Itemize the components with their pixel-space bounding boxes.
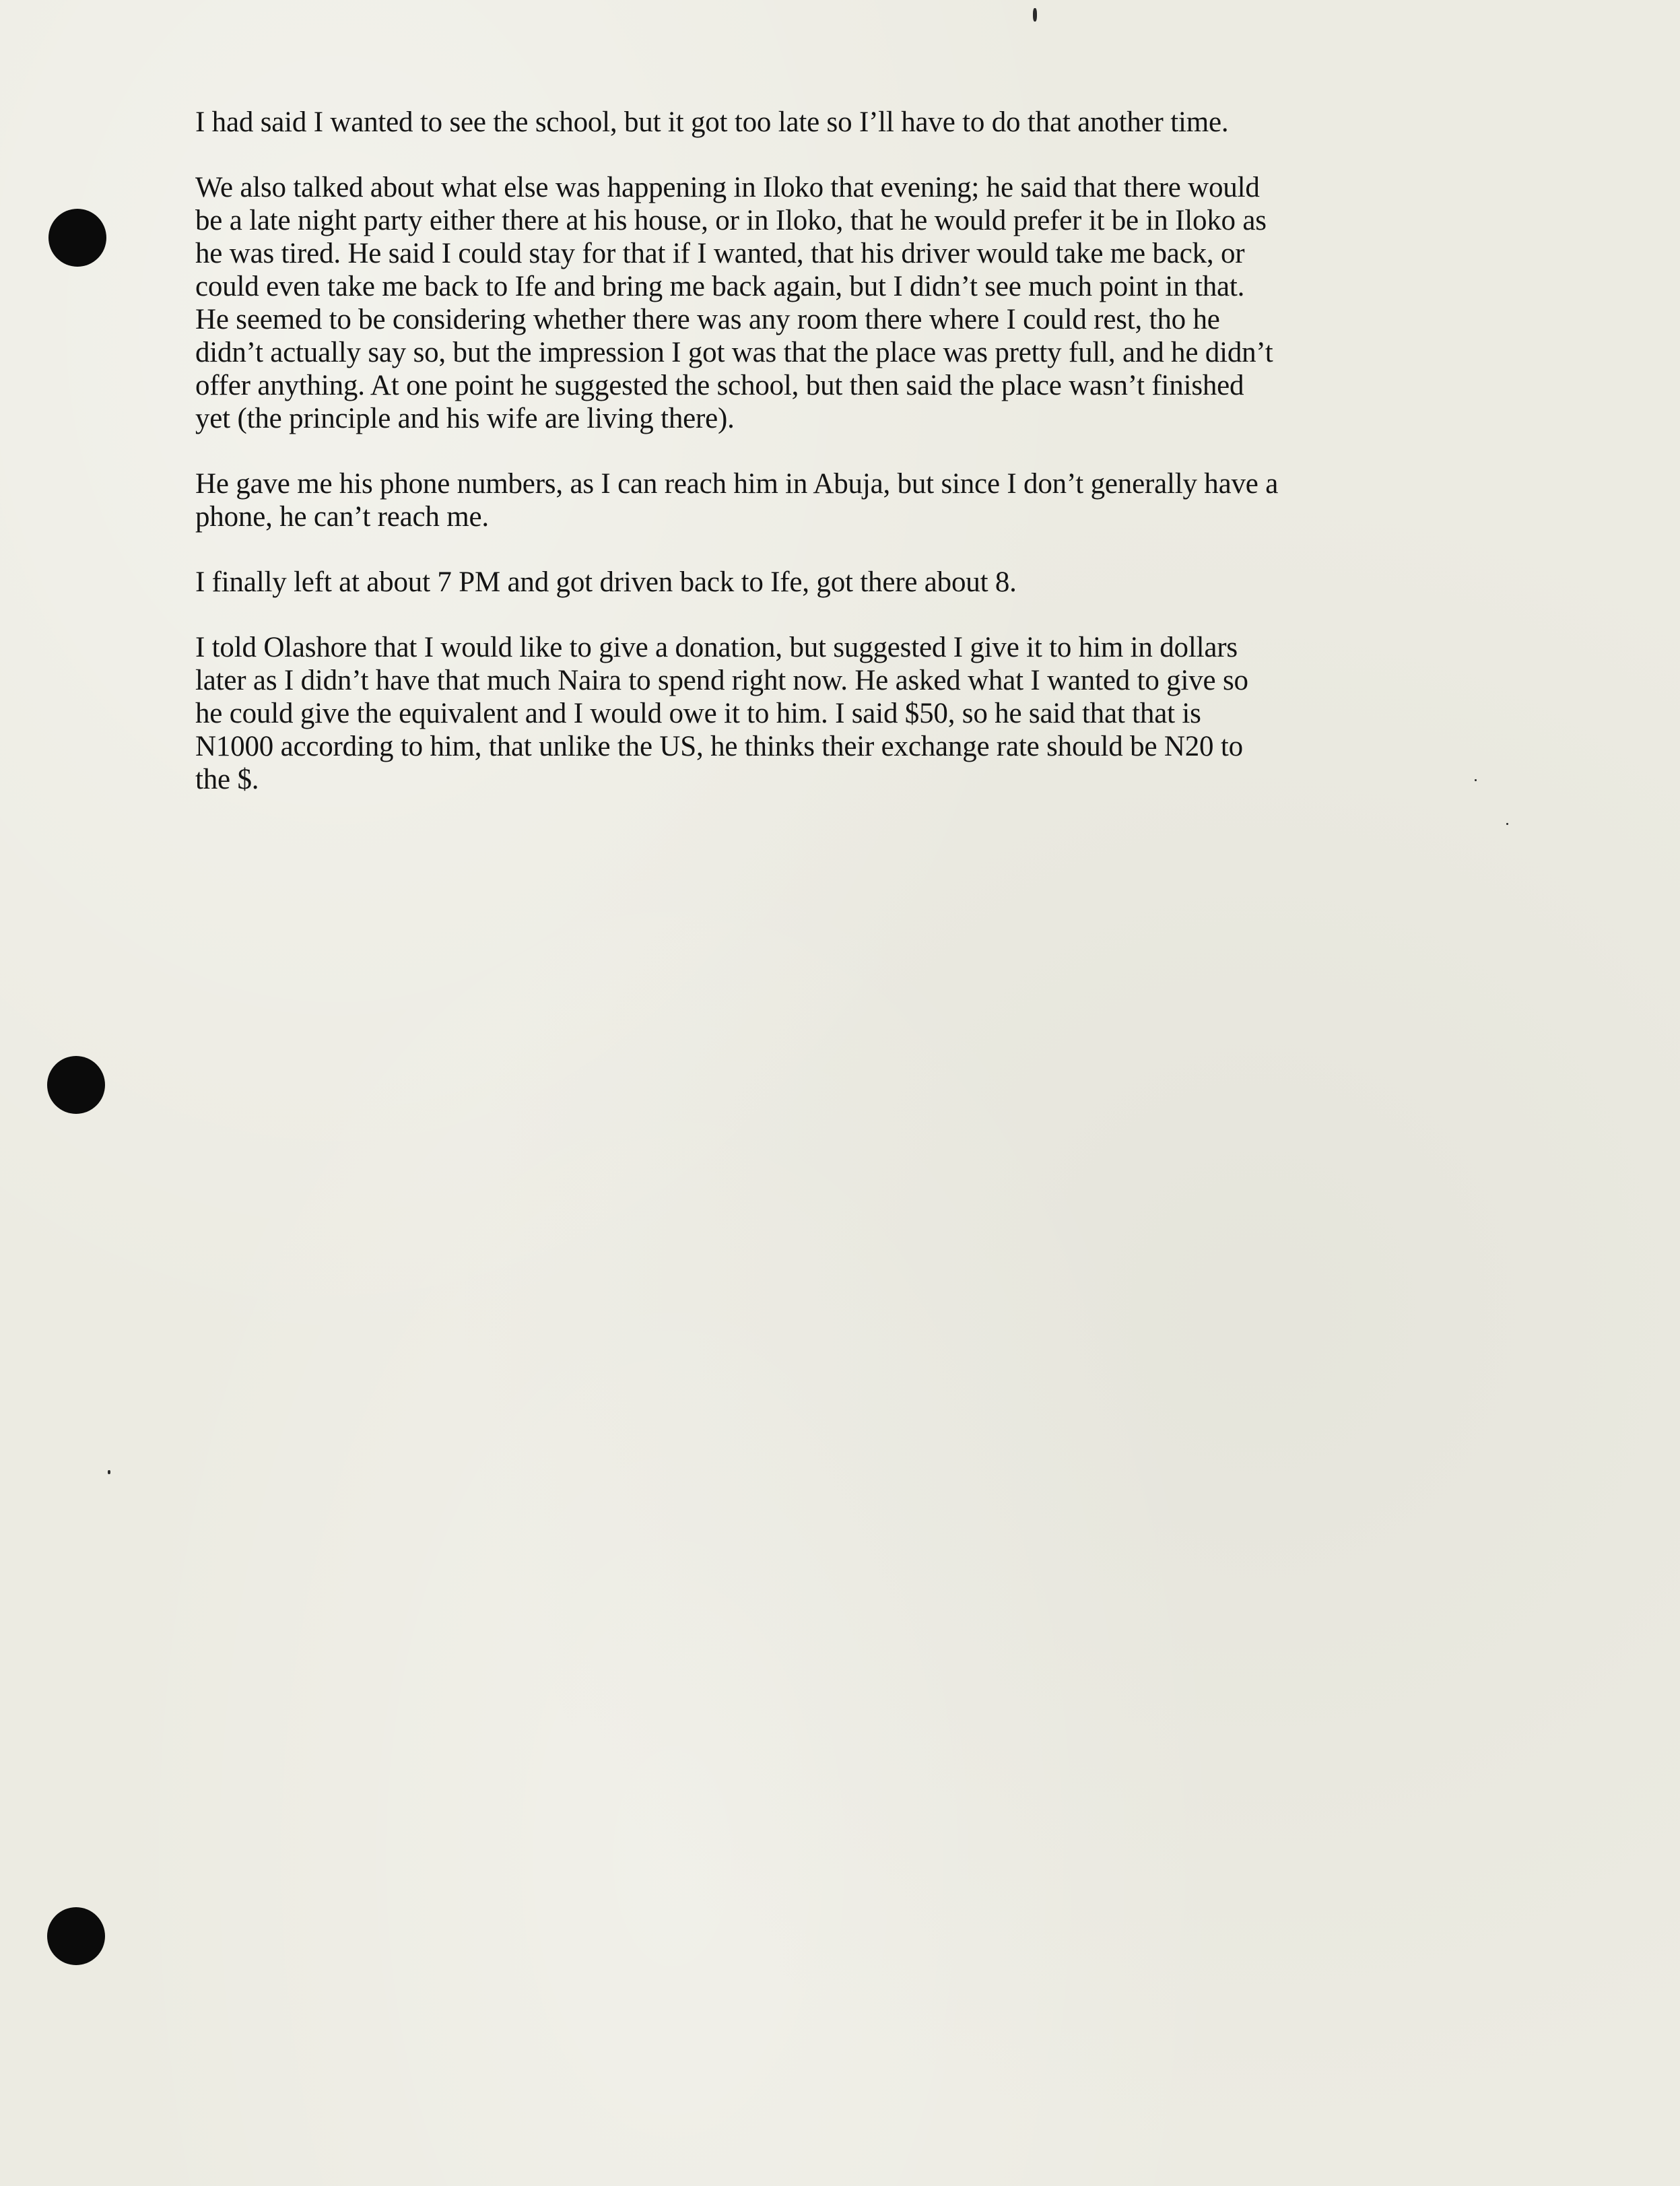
paragraph-evening-plans bbox=[195, 171, 1515, 435]
paragraph-phone-numbers bbox=[195, 467, 1515, 533]
text-line: phone, he can’t reach me. bbox=[195, 501, 489, 533]
text-line: He seemed to be considering whether there was any room there where I could rest, tho he bbox=[195, 304, 1220, 335]
text-line: offer anything. At one point he suggested the school, but then said the place wasn’t finished bbox=[195, 370, 1244, 401]
text-line: We also talked about what else was happening in Iloko that evening; he said that there would bbox=[195, 172, 1260, 203]
text-line: N1000 according to him, that unlike the US, he thinks their exchange rate should be N20 to bbox=[195, 731, 1243, 762]
text-line: be a late night party either there at his house, or in Iloko, that he would prefer it be in Iloko as bbox=[195, 205, 1267, 236]
paragraph-school-visit bbox=[195, 106, 1515, 139]
paper-speck bbox=[108, 1470, 110, 1474]
text-line: yet (the principle and his wife are living there). bbox=[195, 403, 735, 434]
text-line: he could give the equivalent and I would owe it to him. I said $50, so he said that that is bbox=[195, 698, 1201, 729]
text-line: He gave me his phone numbers, as I can reach him in Abuja, but since I don’t generally have a bbox=[195, 468, 1279, 500]
text-line: he was tired. He said I could stay for that if I wanted, that his driver would take me back, or bbox=[195, 238, 1245, 269]
paragraph-donation bbox=[195, 631, 1515, 796]
punch-hole-bottom bbox=[47, 1907, 105, 1965]
text-line: the $. bbox=[195, 764, 259, 795]
text-line: I finally left at about 7 PM and got driven back to Ife, got there about 8. bbox=[195, 566, 1017, 598]
text-line: I told Olashore that I would like to give a donation, but suggested I give it to him in dollars bbox=[195, 632, 1238, 663]
punch-hole-top bbox=[48, 209, 106, 267]
text-line: later as I didn’t have that much Naira to spend right now. He asked what I wanted to give so bbox=[195, 665, 1248, 696]
text-line: didn’t actually say so, but the impression I got was that the place was pretty full, and he didn’t bbox=[195, 337, 1273, 368]
text-line: could even take me back to Ife and bring me back again, but I didn’t see much point in that. bbox=[195, 271, 1245, 302]
paragraph-departure bbox=[195, 566, 1515, 599]
paper-speck bbox=[1033, 8, 1037, 22]
text-line: I had said I wanted to see the school, but it got too late so I’ll have to do that another time. bbox=[195, 106, 1229, 138]
document-body bbox=[195, 106, 1515, 828]
punch-hole-middle bbox=[47, 1056, 105, 1114]
